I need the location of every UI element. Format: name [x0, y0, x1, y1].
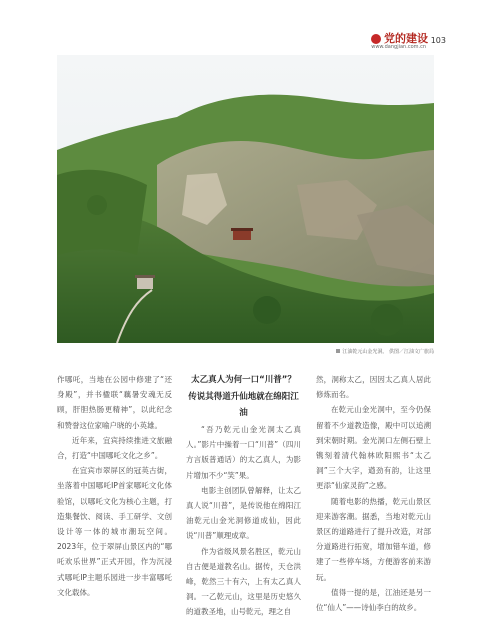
column3-paragraph: 在乾元山金光洞中，至今仍保留着不少道教造像，殿中可以追溯到宋朝时期。金光洞口左侧石壁上镌刻着清代翰林欧阳熙书“太乙洞”三个大字，遒劲有韵，让这里更添“仙家灵韵”之感。 — [316, 405, 431, 491]
column2-paragraph: 电影主创团队曾解释，让太乙真人说“川普”，是传说他在绵阳江油乾元山金光洞修道成仙，因此说“川普”顺理成章。 — [186, 485, 301, 541]
column3-paragraph: 然，洞称太乙，因因太乙真人居此修炼而名。 — [316, 375, 431, 400]
text-column-2 — [186, 372, 301, 620]
caption-bullet-icon — [336, 349, 340, 353]
party-emblem-icon — [371, 34, 381, 44]
text-column-3 — [316, 372, 431, 615]
logo-text: 党的建设 — [384, 32, 428, 45]
column3-paragraph: 值得一提的是，江油还是另一位“仙人”——诗仙李白的故乡。 — [316, 587, 431, 613]
column1-paragraph: 在宜宾市翠屏区的冠英古街，坐落着中国哪吒IP首家哪吒文化体验馆，以哪吒文化为核心主题，打造集餐饮、阅读、手工研学、文创设计等一体的城市潮玩空间。2023年，位于翠屏山景区内的“哪吒欢乐世界”正式开园，作为沉浸式哪吒IP主题乐园进一步丰富哪吒文化载体。 — [57, 466, 172, 597]
section-title-line2: 传说其得道升仙地就在绵阳江油 — [188, 392, 299, 418]
page-header — [0, 0, 484, 50]
text-column-1 — [57, 372, 172, 600]
column1-paragraph: 近年来，宜宾持续推进文旅融合，打造“中国哪吒文化之乡”。 — [57, 435, 172, 461]
page-number: 103 — [430, 36, 446, 45]
photo-caption — [336, 348, 434, 355]
landscape-image — [57, 55, 434, 343]
column2-paragraph: “吾乃乾元山金光洞太乙真人。”影片中操着一口“川普”（四川方言版普通话）的太乙真人，为影片增加不少“笑”果。 — [186, 425, 301, 480]
mountain-photo — [57, 55, 434, 343]
site-url: www.dangjian.com.cn — [371, 44, 426, 50]
column1-paragraph: 作哪吒，当地在公园中修建了“还身殿”，并书楹联“藕暑安魂无反顾，肝胆热肠更精神”，以此纪念和赞誉这位家喻户晓的小英雄。 — [57, 375, 172, 430]
column2-paragraph: 作为省级风景名胜区，乾元山自古便是道教名山。据传，天仓洪峰，乾然三十有六，上有太乙真人洞。一乙乾元山，这里是历史悠久的道教圣地，山号乾元，理之自 — [186, 546, 301, 617]
caption-text: 江油乾元山金光洞。 供图／江油文广旅局 — [342, 349, 434, 355]
section-title-line1: 太乙真人为何一口“川普”？ — [191, 375, 296, 385]
column3-paragraph: 随着电影的热播，乾元山景区迎来游客潮。据悉，当地对乾元山景区的道路进行了提升改造，对部分道路进行拓宽，增加错车道，修建了一些停车场，方便游客前来游玩。 — [316, 496, 431, 582]
